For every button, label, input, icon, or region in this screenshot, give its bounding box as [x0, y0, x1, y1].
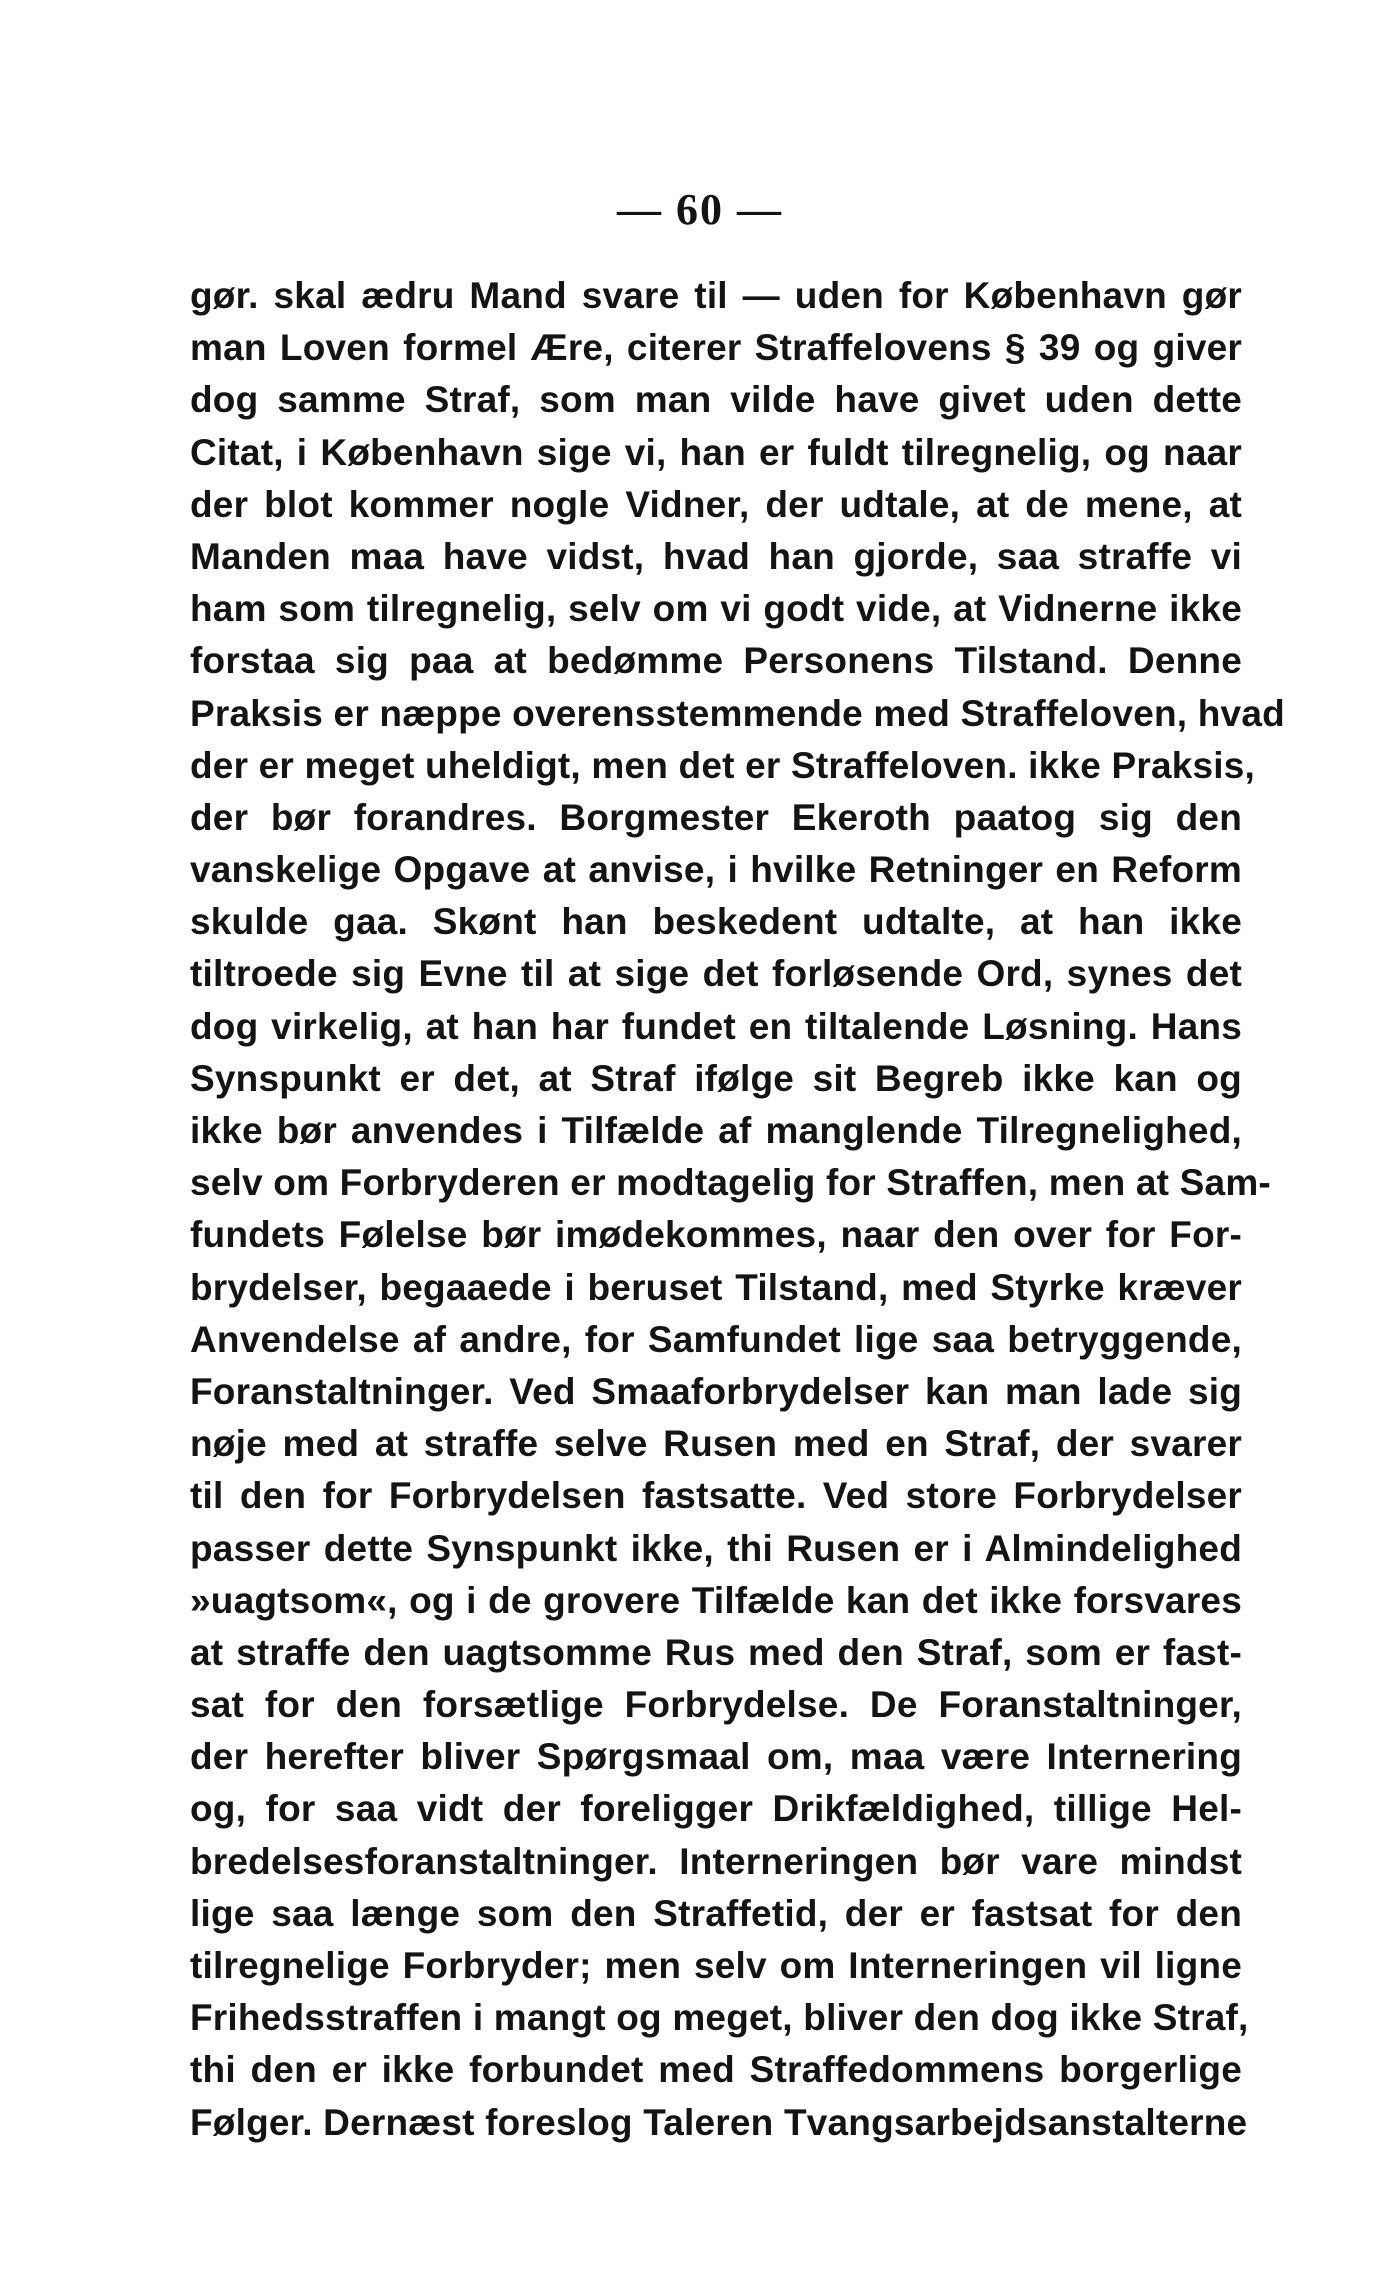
text-line: forstaa sig paa at bedømme Personens Tilstand. Denne [190, 640, 1242, 682]
text-line: man Loven formel Ære, citerer Straffelovens § 39 og giver [190, 327, 1242, 369]
text-line: der bør forandres. Borgmester Ekeroth paatog sig den [190, 796, 1242, 838]
text-line: Citat, i København sige vi, han er fuldt tilregnelig, og naar [190, 431, 1242, 473]
text-line: dog virkelig, at han har fundet en tiltalende Løsning. Hans [190, 1005, 1242, 1047]
text-line: der blot kommer nogle Vidner, der udtale, at de mene, at [190, 483, 1242, 525]
text-line: »uagtsom«, og i de grovere Tilfælde kan det ikke forsvares [190, 1579, 1242, 1621]
text-line: fundets Følelse bør imødekommes, naar den over for For- [190, 1214, 1242, 1256]
text-line: brydelser, begaaede i beruset Tilstand, med Styrke kræver [190, 1266, 1242, 1308]
text-line: der herefter bliver Spørgsmaal om, maa være Internering [190, 1736, 1242, 1778]
body-text [190, 270, 1285, 2149]
text-line: Anvendelse af andre, for Samfundet lige saa betryggende, [190, 1318, 1242, 1360]
text-line: Praksis er næppe overensstemmende med Straffeloven, hvad [190, 692, 1285, 734]
text-line: selv om Forbryderen er modtagelig for Straffen, men at Sam- [190, 1162, 1271, 1204]
text-line: vanskelige Opgave at anvise, i hvilke Retninger en Reform [190, 849, 1242, 891]
page-number: — 60 — [617, 185, 783, 234]
text-line: Frihedsstraffen i mangt og meget, bliver den dog ikke Straf, [190, 1997, 1249, 2039]
text-line: ikke bør anvendes i Tilfælde af manglende Tilregnelighed, [190, 1110, 1242, 1151]
text-line: bredelsesforanstaltninger. Interneringen bør vare mindst [190, 1840, 1242, 1882]
text-line: skulde gaa. Skønt han beskedent udtalte, at han ikke [190, 901, 1242, 943]
text-line: til den for Forbrydelsen fastsatte. Ved store Forbrydelser [190, 1475, 1242, 1517]
text-line: ham som tilregnelig, selv om vi godt vide, at Vidnerne ikke [190, 588, 1242, 630]
text-line: Foranstaltninger. Ved Smaaforbrydelser kan man lade sig [190, 1370, 1242, 1412]
text-line: tiltroede sig Evne til at sige det forløsende Ord, synes det [190, 953, 1242, 995]
text-line: Følger. Dernæst foreslog Taleren Tvangsarbejdsanstalterne [190, 2101, 1248, 2143]
text-line: thi den er ikke forbundet med Straffedommens borgerlige [190, 2049, 1242, 2091]
text-line: Synspunkt er det, at Straf ifølge sit Begreb ikke kan og [190, 1057, 1242, 1099]
text-line: tilregnelige Forbryder; men selv om Interneringen vil ligne [190, 1945, 1242, 1986]
text-line: Manden maa have vidst, hvad han gjorde, saa straffe vi [190, 535, 1242, 577]
text-line: passer dette Synspunkt ikke, thi Rusen er i Almindelighed [190, 1527, 1242, 1569]
text-line: gør. skal ædru Mand svare til — uden for København gør [190, 275, 1242, 316]
text-line: sat for den forsætlige Forbrydelse. De Foranstaltninger, [190, 1684, 1242, 1726]
text-line: og, for saa vidt der foreligger Drikfældighed, tillige Hel- [190, 1788, 1242, 1830]
text-line: nøje med at straffe selve Rusen med en Straf, der svarer [190, 1423, 1242, 1465]
text-line: at straffe den uagtsomme Rus med den Straf, som er fast- [190, 1631, 1242, 1673]
text-line: dog samme Straf, som man vilde have givet uden dette [190, 379, 1242, 421]
text-line: der er meget uheldigt, men det er Straffeloven. ikke Praksis, [190, 744, 1256, 786]
text-line: lige saa længe som den Straffetid, der er fastsat for den [190, 1892, 1242, 1934]
